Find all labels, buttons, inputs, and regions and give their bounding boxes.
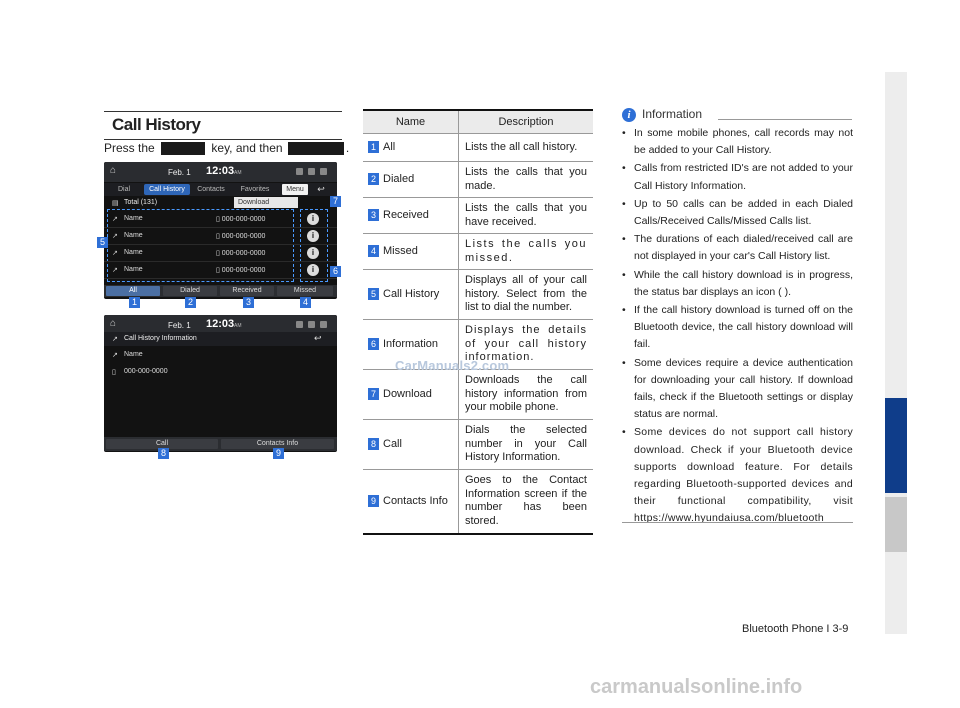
- row-description: Lists the calls you missed.: [459, 234, 594, 270]
- phone-number: [216, 232, 265, 240]
- total-count: Total (131): [124, 199, 158, 206]
- bluetooth-icon: [296, 321, 303, 328]
- row-number: 8: [368, 438, 379, 450]
- dialed-call-icon: ↗: [112, 267, 118, 274]
- table-row: [363, 270, 593, 320]
- filter-missed-button[interactable]: Missed: [277, 286, 333, 296]
- row-name-text: Download: [383, 387, 432, 400]
- row-name: [363, 470, 459, 534]
- tab-contacts[interactable]: Contacts: [197, 186, 225, 193]
- phone-number: [216, 215, 265, 223]
- filter-all-button[interactable]: All: [106, 286, 160, 296]
- contacts-info-button[interactable]: Contacts Info: [221, 439, 334, 449]
- info-divider: [718, 119, 852, 120]
- callout-6: 6: [330, 266, 341, 277]
- information-icon: i: [622, 108, 636, 122]
- table-row: [363, 198, 593, 234]
- tab-favorites[interactable]: Favorites: [240, 186, 270, 193]
- number-text: 000-000-0000: [221, 233, 266, 240]
- chapter-tab-next: [885, 497, 907, 552]
- row-name: [363, 420, 459, 470]
- status-date: Feb. 1: [168, 321, 191, 330]
- row-number: 7: [368, 388, 379, 400]
- callout-7: 7: [330, 196, 341, 207]
- row-name: [363, 270, 459, 320]
- list-item: • In some mobile phones, call records may not be added to your Call History.: [622, 125, 853, 159]
- phone-number: [216, 266, 265, 274]
- status-bar: [104, 162, 337, 182]
- call-history-icon: ↗: [112, 336, 118, 343]
- row-number: 5: [368, 288, 379, 300]
- header-name: Name: [363, 110, 459, 134]
- page-footer: Bluetooth Phone I 3-9: [742, 623, 849, 635]
- mobile-icon: ▯: [216, 267, 222, 274]
- row-name-text: Call: [383, 437, 402, 450]
- contact-name: Name: [124, 249, 143, 256]
- tab-call-history[interactable]: Call History: [144, 184, 190, 195]
- row-number: 1: [368, 141, 379, 153]
- row-number: 4: [368, 245, 379, 257]
- contact-name: Name: [124, 232, 143, 239]
- list-item: • The durations of each dialed/received call are not displayed in your car's Call History list.: [622, 231, 853, 265]
- info-heading-text: Information: [642, 107, 703, 121]
- dialed-call-icon: ↗: [112, 352, 118, 359]
- call-history-info-screenshot: [104, 315, 337, 452]
- mobile-icon: ▯: [216, 233, 222, 240]
- signal-icon: [320, 168, 327, 175]
- table-row: [363, 234, 593, 270]
- status-ampm: AM: [234, 323, 242, 329]
- list-item: • Up to 50 calls can be added in each Dialed Calls/Received Calls/Missed Calls list.: [622, 196, 853, 230]
- row-number: 2: [368, 173, 379, 185]
- total-row: [104, 197, 337, 209]
- menu-button[interactable]: Menu: [282, 184, 308, 195]
- watermark-center: CarManuals2.com: [395, 358, 510, 373]
- call-history-key-icon: [288, 142, 344, 155]
- bluetooth-icon: [296, 168, 303, 175]
- info-icon[interactable]: i: [307, 213, 319, 225]
- dialed-call-icon: ↗: [112, 233, 118, 240]
- number-text: 000-000-0000: [221, 267, 266, 274]
- press-mid-text: key, and then: [211, 141, 283, 155]
- download-status-icon: [308, 168, 315, 175]
- table-row: [363, 370, 593, 420]
- back-icon[interactable]: ↩: [314, 333, 322, 343]
- table-row: [363, 470, 593, 534]
- row-description: Goes to the Contact Information screen if the number has been stored.: [459, 470, 594, 534]
- table-header: [363, 110, 593, 134]
- press-instruction: [104, 141, 349, 155]
- header-description: Description: [459, 110, 594, 134]
- row-name-text: Information: [383, 337, 439, 350]
- callout-3: 3: [243, 297, 254, 308]
- row-description: Lists the calls that you have received.: [459, 198, 594, 234]
- watermark-bottom: carmanualsonline.info: [590, 676, 803, 698]
- info-icon[interactable]: i: [307, 230, 319, 242]
- battery-icon: [320, 321, 327, 328]
- table-row: [363, 420, 593, 470]
- info-title: Call History Information: [124, 335, 197, 342]
- table-row: [363, 162, 593, 198]
- filter-received-button[interactable]: Received: [220, 286, 274, 296]
- home-icon[interactable]: ⌂: [110, 165, 117, 176]
- press-end-text: .: [345, 141, 350, 155]
- row-name-text: Contacts Info: [383, 494, 448, 507]
- call-history-screenshot: [104, 162, 337, 299]
- dialed-call-icon: ↗: [112, 250, 118, 257]
- back-icon[interactable]: ↩: [317, 184, 325, 194]
- info-bottom-rule: [622, 522, 853, 523]
- row-name: [363, 370, 459, 420]
- list-item: • Some devices require a device authentication for downloading your call history. If download fails, check if the Bluetooth settings or display status are normal.: [622, 355, 853, 424]
- info-icon[interactable]: i: [307, 247, 319, 259]
- row-description: Dials the selected number in your Call History Information.: [459, 420, 594, 470]
- row-name-text: Received: [383, 208, 429, 221]
- row-description: Downloads the call history information from your mobile phone.: [459, 370, 594, 420]
- contact-name: Name: [124, 351, 143, 358]
- row-name: [363, 234, 459, 270]
- mobile-icon: ▯: [112, 369, 116, 376]
- list-icon: ▤: [112, 200, 119, 207]
- list-item[interactable]: [104, 245, 337, 262]
- list-item: • If the call history download is turned off on the Bluetooth device, the call history download will fail.: [622, 302, 853, 354]
- phone-number: 000-000-0000: [124, 368, 168, 375]
- row-description: Displays the details of your call history information.: [459, 320, 594, 370]
- section-title: Call History: [104, 111, 342, 140]
- info-list: [622, 125, 853, 529]
- mobile-icon: ▯: [216, 250, 222, 257]
- list-item: • Calls from restricted ID's are not added to your Call History Information.: [622, 160, 853, 194]
- callout-9: 9: [273, 448, 284, 459]
- mobile-icon: ▯: [216, 216, 222, 223]
- phone-key-icon: [161, 142, 205, 155]
- status-time: 12:03: [206, 165, 235, 177]
- callout-4: 4: [300, 297, 311, 308]
- row-number: 6: [368, 338, 379, 350]
- row-description: Displays all of your call history. Select from the list to dial the number.: [459, 270, 594, 320]
- list-item[interactable]: [104, 228, 337, 245]
- call-button[interactable]: Call: [106, 439, 218, 449]
- chapter-tab-active: [885, 398, 907, 493]
- home-icon[interactable]: ⌂: [110, 318, 117, 329]
- row-description: Lists the all call history.: [459, 134, 594, 162]
- number-text: 000-000-0000: [221, 250, 266, 257]
- row-name-text: Missed: [383, 244, 418, 257]
- row-name-text: All: [383, 140, 396, 153]
- row-name: [363, 134, 459, 162]
- contact-name: Name: [124, 215, 143, 222]
- action-bar: [104, 437, 337, 451]
- tab-dial[interactable]: Dial: [117, 186, 131, 193]
- number-text: 000-000-0000: [221, 216, 266, 223]
- info-header: [104, 332, 337, 346]
- status-date: Feb. 1: [168, 168, 191, 177]
- dialed-call-icon: ↗: [112, 216, 118, 223]
- filter-dialed-button[interactable]: Dialed: [163, 286, 217, 296]
- download-button[interactable]: Download: [234, 197, 298, 208]
- row-name-text: Dialed: [383, 172, 415, 185]
- row-name: [363, 198, 459, 234]
- status-ampm: AM: [234, 170, 242, 176]
- list-item[interactable]: [104, 262, 337, 279]
- row-name: [363, 162, 459, 198]
- filter-bar: [104, 285, 337, 297]
- row-number: 9: [368, 495, 379, 507]
- phone-tab-row: [104, 183, 337, 196]
- list-item[interactable]: [104, 211, 337, 228]
- list-item: • Some devices do not support call history download. Check if your Bluetooth device supports download feature. For details regarding Bluetooth-supported devices and their functional compatibility, visit https://www.hyundaiusa.com/bluetooth: [622, 424, 853, 527]
- callout-1: 1: [129, 297, 140, 308]
- info-heading: [622, 107, 702, 122]
- phone-number: [216, 249, 265, 257]
- callout-8: 8: [158, 448, 169, 459]
- row-name-text: Call History: [383, 287, 440, 300]
- press-text: Press the: [104, 141, 155, 155]
- signal-icon: [308, 321, 315, 328]
- description-table: [363, 109, 593, 535]
- callout-2: 2: [185, 297, 196, 308]
- list-item: • While the call history download is in progress, the status bar displays an icon ( ).: [622, 267, 853, 301]
- row-number: 3: [368, 209, 379, 221]
- table-row: [363, 134, 593, 162]
- callout-5: 5: [97, 237, 108, 248]
- contact-name: Name: [124, 266, 143, 273]
- row-description: Lists the calls that you made.: [459, 162, 594, 198]
- status-time: 12:03: [206, 318, 235, 330]
- info-icon[interactable]: i: [307, 264, 319, 276]
